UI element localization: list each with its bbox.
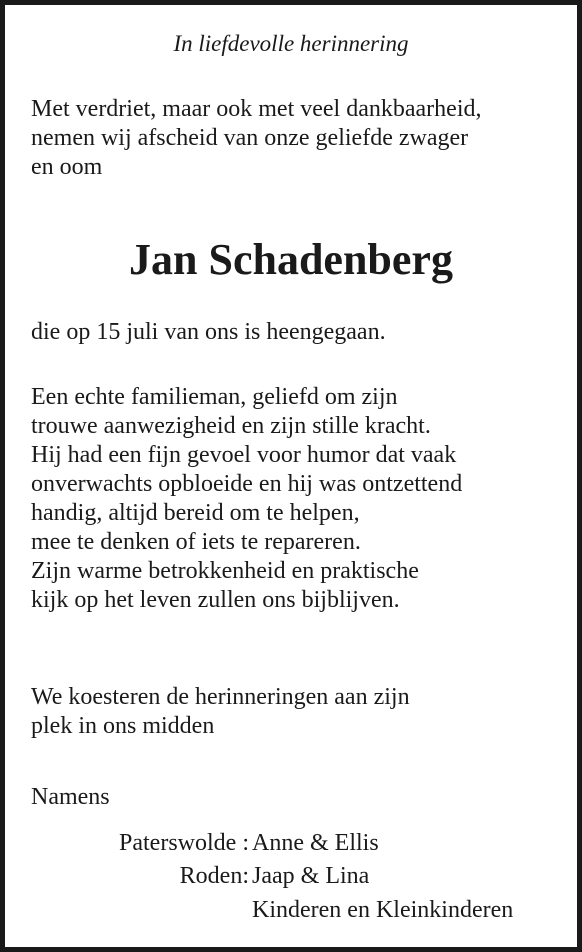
signatory-names: Kinderen en Kleinkinderen [252,897,514,923]
tribute-line: onverwachts opbloeide en hij was ontzettend [31,471,463,497]
on-behalf-label [31,783,561,812]
closing-paragraph [31,683,561,741]
passing-line: die op 15 juli van ons is heengegaan. [31,319,386,345]
intro-line: en oom [31,154,103,180]
closing-line: plek in ons midden [31,713,215,739]
signatory-place: Roden: [179,863,249,889]
tribute-line: handig, altijd bereid om te helpen, [31,500,360,526]
tribute-paragraph [31,383,561,615]
intro-paragraph [31,95,561,182]
passing-statement [31,318,561,347]
notice-header: In liefdevolle herinnering [173,31,409,56]
tribute-line: Zijn warme betrokkenheid en praktische [31,558,419,584]
tribute-line: kijk op het leven zullen ons bijblijven. [31,587,400,613]
signatory-place: Paterswolde : [119,830,249,856]
deceased-name: Jan Schadenberg [129,235,453,284]
intro-line: Met verdriet, maar ook met veel dankbaarheid, [31,96,482,122]
signatory-row [5,896,581,925]
namens-text: Namens [31,784,110,810]
tribute-line: Een echte familieman, geliefd om zijn [31,384,398,410]
signatory-names: Jaap & Lina [252,863,370,889]
tribute-line: mee te denken of iets te repareren. [31,529,361,555]
signatory-names: Anne & Ellis [252,830,379,856]
signatory-row [5,829,581,858]
tribute-line: Hij had een fijn gevoel voor humor dat vaak [31,442,457,468]
signatory-row [5,862,581,891]
closing-line: We koesteren de herinneringen aan zijn [31,684,410,710]
intro-line: nemen wij afscheid van onze geliefde zwager [31,125,469,151]
tribute-line: trouwe aanwezigheid en zijn stille kracht. [31,413,431,439]
